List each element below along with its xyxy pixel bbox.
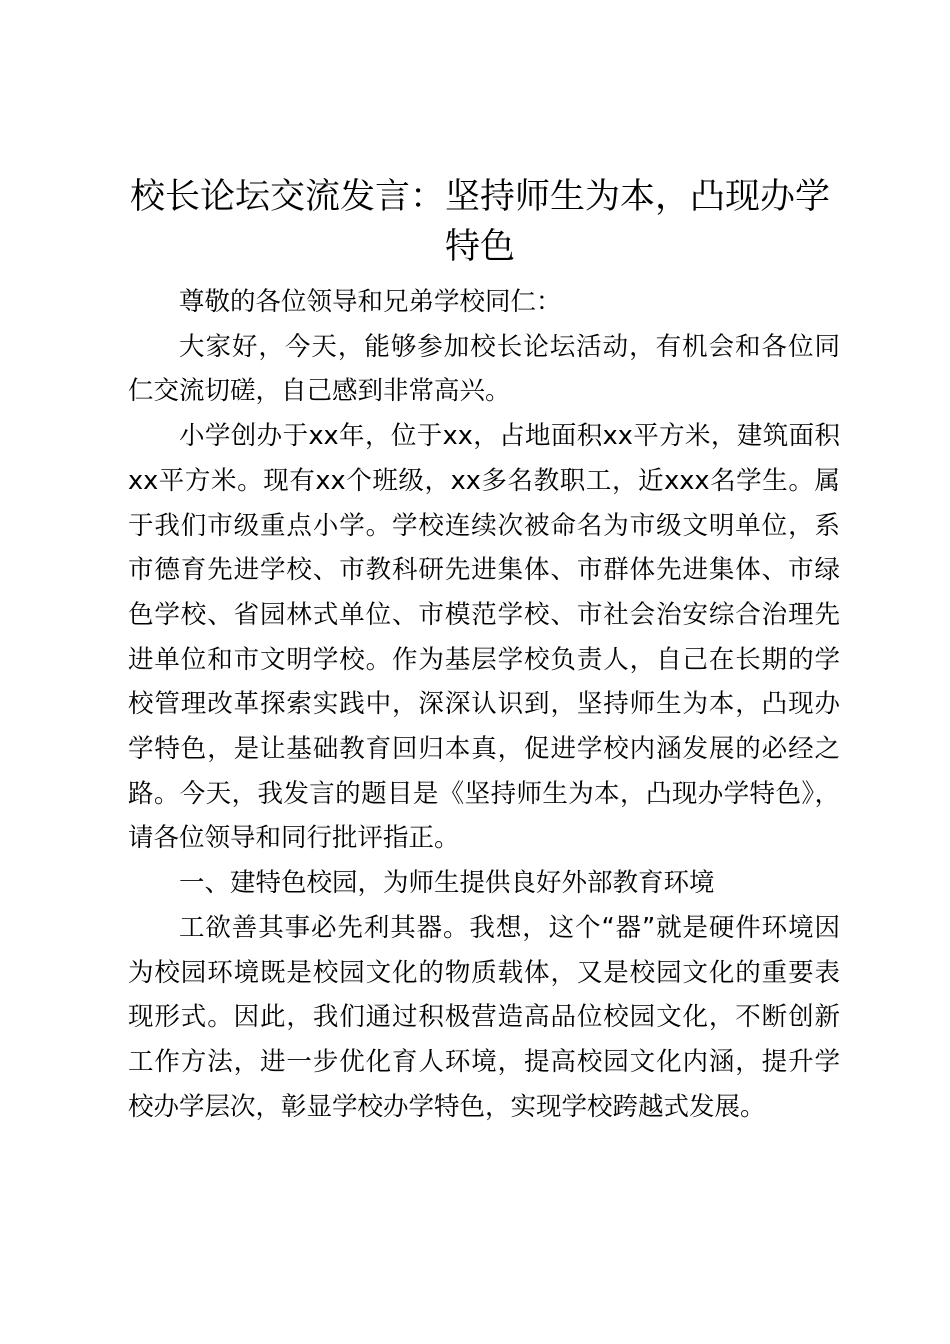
section-heading: 一、建特色校园，为师生提供良好外部教育环境: [179, 868, 715, 899]
salutation-paragraph: 尊敬的各位领导和兄弟学校同仁：: [179, 287, 562, 317]
school-introduction-paragraph: 小学创办于xx年，位于xx，占地面积xx平方米，建筑面积xx平方米。现有xx个班级，xx多名教职工，近xxx名学生。属于我们市级重点小学。学校连续次被命名为市级文明单位，系市德育先进学校、市教科研先进集体、市群体先进集体、市绿色学校、省园林式单位、市模范学校、市社会治安综合治理先进单位和市文明学校。作为基层学校负责人，自己在长期的学校管理改革探索实践中，深深认识到，坚持师生为本，凸现办学特色，是让基础教育回归本真，促进学校内涵发展的必经之路。今天，我发言的题目是《坚持师生为本，凸现办学特色》，请各位领导和同行批评指正。: [128, 421, 840, 854]
document-body: [128, 280, 840, 1129]
greeting-paragraph: 大家好，今天，能够参加校长论坛活动，有机会和各位同仁交流切磋，自己感到非常高兴。: [128, 331, 840, 407]
document-title: 校长论坛交流发言：坚持师生为本，凸现办学特色: [129, 177, 830, 267]
section-body-paragraph: 工欲善其事必先利其器。我想，这个“器”就是硬件环境因为校园环境既是校园文化的物质载体，又是校园文化的重要表现形式。因此，我们通过积极营造高品位校园文化，不断创新工作方法，进一步优化育人环境，提高校园文化内涵，提升学校办学层次，彰显学校办学特色，实现学校跨越式发展。: [128, 912, 840, 1122]
